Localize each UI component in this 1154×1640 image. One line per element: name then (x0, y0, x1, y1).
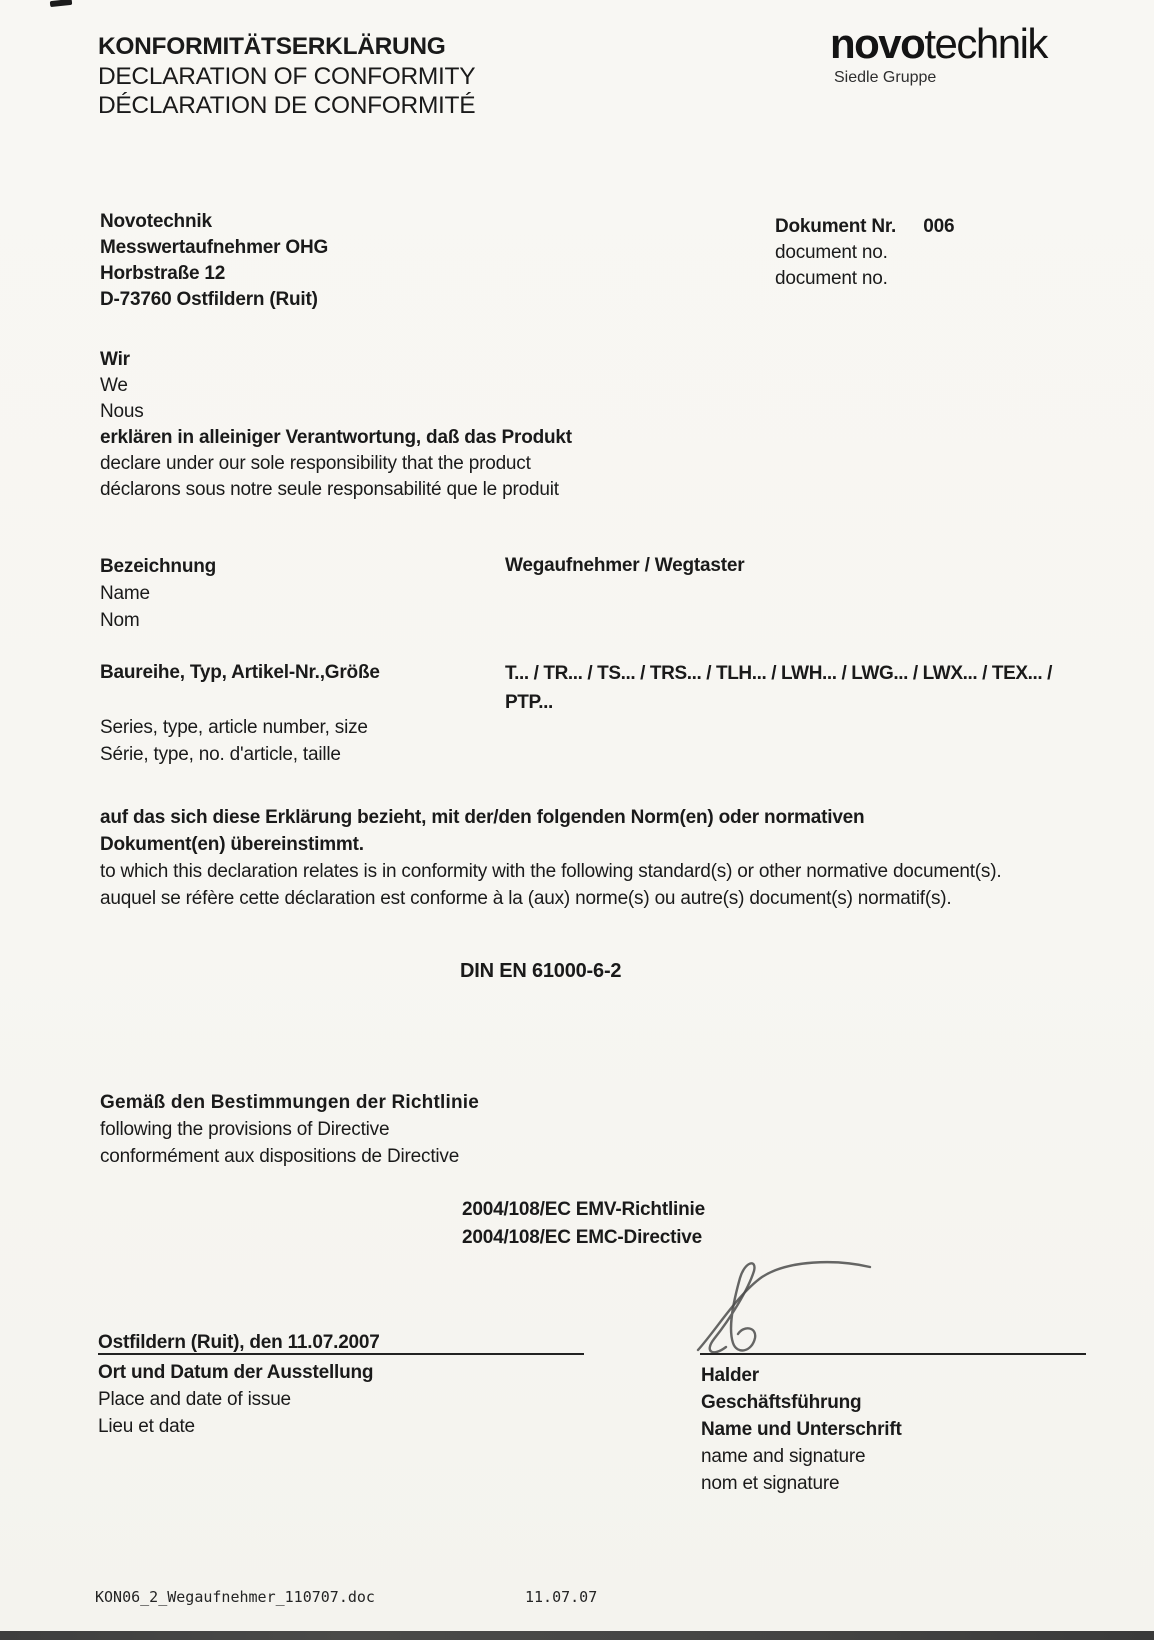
designation-value: Wegaufnehmer / Wegtaster (505, 555, 745, 576)
scanner-edge-bar (0, 1631, 1154, 1640)
issue-label-de: Ort und Datum der Ausstellung (98, 1362, 374, 1383)
directive-emc: 2004/108/EC EMC-Directive (462, 1227, 703, 1248)
issuer-company: Messwertaufnehmer OHG (100, 237, 329, 258)
issuer-address-block (100, 209, 328, 313)
document-number-label-en: document no. (775, 242, 888, 263)
provisions-label-de: Gemäß den Bestimmungen der Richtlinie (100, 1092, 480, 1113)
scan-artifact-mark (50, 0, 73, 7)
we-english: We (100, 375, 128, 396)
issue-label-en: Place and date of issue (98, 1389, 291, 1410)
signatory-name: Halder (701, 1365, 759, 1386)
document-title-block (98, 32, 475, 121)
conformity-paragraph (100, 804, 1110, 912)
series-value (505, 659, 1135, 717)
series-label-de: Baureihe, Typ, Artikel-Nr.,Größe (100, 662, 380, 683)
designation-label-block (100, 553, 216, 634)
conformity-de-line1: auf das sich diese Erklärung bezieht, mit der/den folgenden Norm(en) oder normativen (100, 807, 865, 828)
logo-text-bold: novo (830, 20, 925, 67)
conformity-fr: auquel se réfère cette déclaration est conforme à la (aux) norme(s) ou autre(s) document(s) normatif(s). (100, 888, 952, 909)
series-label-block (100, 659, 380, 768)
logo-wordmark (830, 22, 1047, 66)
directives-block (462, 1196, 705, 1252)
issue-underline-rule (98, 1353, 584, 1355)
series-value-line1: T... / TR... / TS... / TRS... / TLH... / LWH... / LWG... / LWX... / TEX... / (505, 663, 1053, 684)
declaration-intro-block (100, 347, 572, 503)
provisions-label-fr: conformément aux dispositions de Directive (100, 1146, 460, 1167)
designation-label-de: Bezeichnung (100, 556, 217, 577)
signatory-block (701, 1362, 902, 1497)
provisions-label-en: following the provisions of Directive (100, 1119, 390, 1140)
we-german: Wir (100, 349, 130, 370)
statement-french: déclarons sous notre seule responsabilité que le produit (100, 479, 559, 500)
conformity-en: to which this declaration relates is in conformity with the following standard(s) or other normative document(s). (100, 861, 1002, 882)
signatory-label-en: name and signature (701, 1446, 866, 1467)
issue-place-date: Ostfildern (Ruit), den 11.07.2007 (98, 1332, 380, 1353)
designation-label-en: Name (100, 583, 150, 604)
issue-label-block (98, 1359, 373, 1440)
title-english: DECLARATION OF CONFORMITY (98, 62, 476, 90)
directive-emv: 2004/108/EC EMV-Richtlinie (462, 1199, 705, 1220)
issuer-city: D-73760 Ostfildern (Ruit) (100, 289, 318, 310)
signatory-title: Geschäftsführung (701, 1392, 862, 1413)
issuer-street: Horbstraße 12 (100, 263, 226, 284)
signatory-label-fr: nom et signature (701, 1473, 840, 1494)
issue-label-fr: Lieu et date (98, 1416, 195, 1437)
document-number-block (775, 214, 954, 292)
document-number-value: 006 (923, 216, 955, 237)
logo-subtitle: Siedle Gruppe (834, 69, 937, 86)
statement-german: erklären in alleiniger Verantwortung, daß das Produkt (100, 427, 572, 448)
title-german: KONFORMITÄTSERKLÄRUNG (98, 33, 446, 60)
conformity-de-line2: Dokument(en) übereinstimmt. (100, 834, 364, 855)
provisions-block (100, 1089, 479, 1170)
series-label-en: Series, type, article number, size (100, 717, 368, 738)
statement-english: declare under our sole responsibility that the product (100, 453, 531, 474)
signature-loop-stroke (710, 1263, 755, 1352)
footer-filename: KON06_2_Wegaufnehmer_110707.doc (95, 1588, 375, 1606)
series-label-fr: Série, type, no. d'article, taille (100, 744, 341, 765)
designation-label-fr: Nom (100, 610, 140, 631)
handwritten-signature (690, 1248, 886, 1360)
title-french: DÉCLARATION DE CONFORMITÉ (98, 92, 476, 119)
standard-reference: DIN EN 61000-6-2 (460, 960, 622, 982)
document-number-label: Dokument Nr. (775, 216, 897, 237)
we-french: Nous (100, 401, 144, 422)
logo-text-light: technik (924, 20, 1047, 67)
document-number-label-fr: document no. (775, 268, 888, 289)
series-value-line2: PTP... (505, 692, 553, 713)
issuer-name: Novotechnik (100, 211, 212, 232)
signature-rule (700, 1353, 1086, 1355)
novotechnik-logo (830, 22, 1047, 87)
signatory-label-de: Name und Unterschrift (701, 1419, 902, 1440)
footer-date: 11.07.07 (525, 1588, 598, 1606)
signature-tail-stroke (698, 1262, 870, 1350)
